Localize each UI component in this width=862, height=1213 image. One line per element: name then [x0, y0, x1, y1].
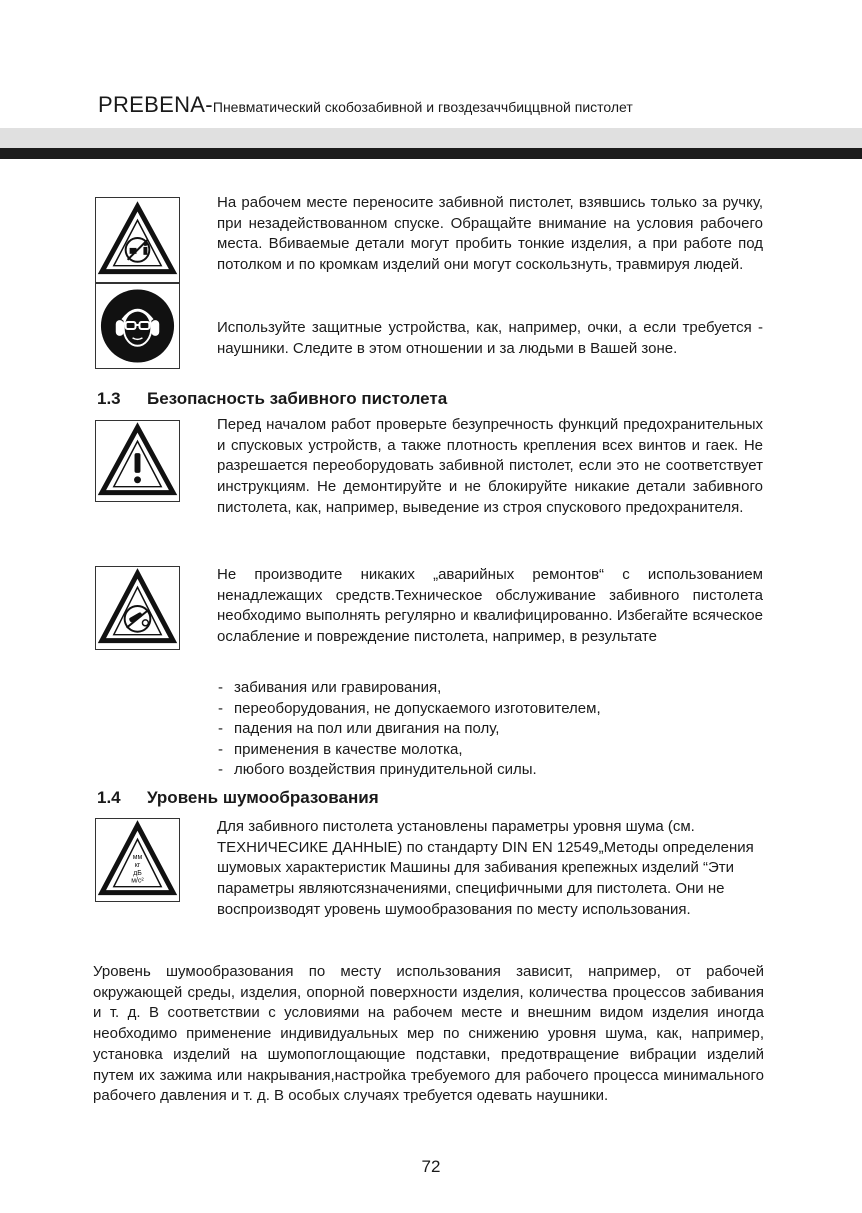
- intro-paragraph-1: На рабочем месте переносите забивной пистолет, взявшись только за ручку, при незадействованном спуске. Обращайте внимание на условия рабочего места. Вбиваемые детали могут пробить тонкие изделия, а при работе под потолком и по кромкам изделий они могут соскользнуть, травмируя людей.: [217, 194, 763, 274]
- warning-persons-hazard-icon: [95, 197, 180, 283]
- section-1-3-paragraph-2: Не производите никаких „аварийных ремонтов“ с использованием ненадлежащих средств.Техническое обслуживание забивного пистолета необходимо выполнять регулярно и квалифицированно. Избегайте всяческое ослабление и повреждение пистолета, например, в результате: [217, 566, 763, 646]
- page-number: 72: [421, 1157, 441, 1176]
- intro-paragraph-2: Используйте защитные устройства, как, например, очки, а если требуется - наушники. Следите в этом отношении и за людьми в Вашей зоне.: [217, 319, 763, 357]
- no-improper-repair-icon: [95, 566, 180, 650]
- section-number: 1.4: [97, 788, 121, 807]
- list-item: - любого воздействия принудительной силы.: [218, 760, 601, 781]
- noise-unit-label: мм: [132, 854, 143, 862]
- list-item: - падения на пол или двигания на полу,: [218, 719, 601, 740]
- section-1-3-paragraph-1: Перед началом работ проверьте безупречность функций предохранительных и спусковых устройств, а также плотность крепления всех винтов и гаек. Не разрешается переоборудовать забивной пистолет, если это не соответствует инструкциям. Не демонтируйте и не блокируйте никакие детали забивного пистолета, как, например, выведение из строя спускового предохранителя.: [217, 416, 763, 516]
- section-1-4-paragraph-1: Для забивного пистолета установлены параметры уровня шума (см. ТЕХНИЧЕСИКЕ ДАННЫЕ) по стандарту DIN EN 12549„Методы определения шумовых характеристик Машины для забивания крепежных изделий “Эти параметры являютсязначениями, специфичными для пистолета. Они не воспроизводят уровень шумообразования по месту использования.: [217, 818, 754, 918]
- section-number: 1.3: [97, 389, 121, 408]
- header-black-band: [0, 148, 862, 159]
- noise-unit-label: дБ: [133, 869, 142, 877]
- noise-level-icon: [95, 818, 180, 902]
- header-gray-band: [0, 128, 862, 148]
- header-subtitle: Пневматический скобозабивной и гвоздезаччбиццвной пистолет: [212, 99, 633, 115]
- section-title: Уровень шумообразования: [147, 788, 379, 807]
- list-item: - забивания или гравирования,: [218, 678, 601, 699]
- page-header-title: [98, 92, 633, 118]
- noise-unit-label: м/с²: [131, 877, 144, 885]
- list-item: - применения в качестве молотка,: [218, 740, 601, 761]
- brand-name: PREBENA-: [98, 92, 213, 117]
- eye-ear-protection-icon: [95, 283, 180, 369]
- general-warning-icon: [95, 420, 180, 502]
- damage-causes-list: [218, 678, 601, 781]
- noise-unit-label: кг: [134, 861, 141, 869]
- section-1-4-heading: [97, 788, 379, 808]
- section-1-3-heading: [97, 389, 447, 409]
- list-item: - переоборудования, не допускаемого изготовителем,: [218, 699, 601, 720]
- section-1-4-paragraph-2: Уровень шумообразования по месту использования зависит, например, от рабочей окружающей среды, изделия, опорной поверхности изделия, количества процессов забивания и т. д. В соответствии с условиями на рабочем месте и внешним видом изделия иногда необходимо применение индивидуальных мер по снижению уровня шума, как, например, установка изделий на шумопоглощающие подставки, предотвращение вибрации изделий путем их зажима или накрывания,настройка требуемого для рабочего процесса минимального рабочего давления и т. д. В особых случаях требуется одевать наушники.: [93, 963, 764, 1105]
- section-title: Безопасность забивного пистолета: [147, 389, 448, 408]
